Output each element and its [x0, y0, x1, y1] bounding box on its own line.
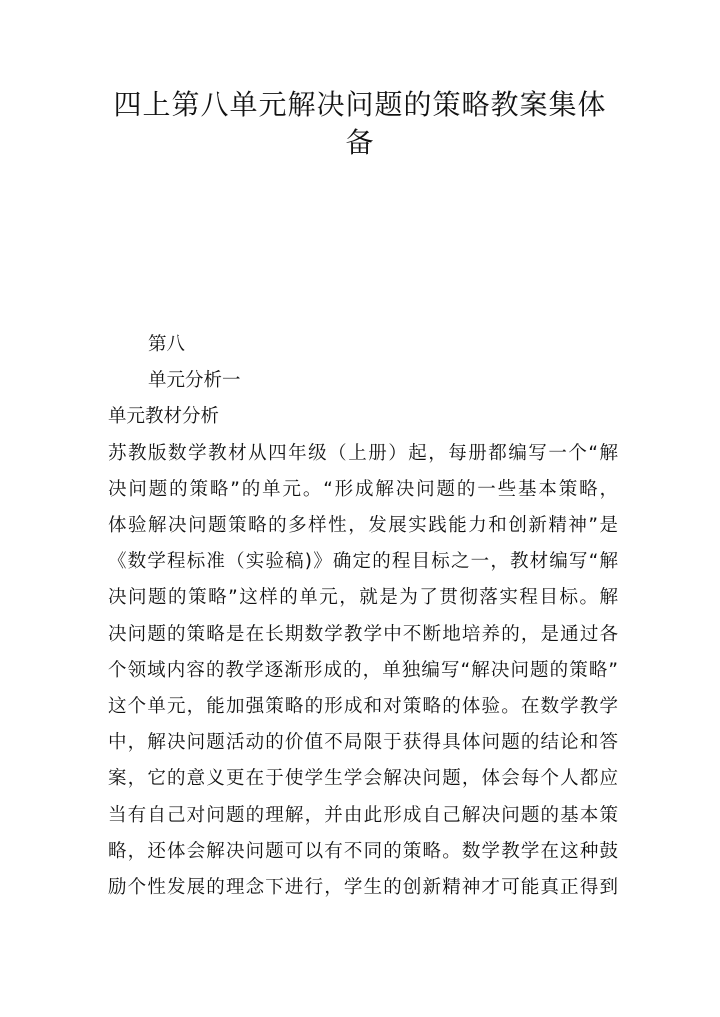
paragraph-line: 体验解决问题策略的多样性，发展实践能力和创新精神”是 — [108, 515, 618, 537]
paragraph-line: 案，它的意义更在于使学生学会解决问题，体会每个人都应 — [108, 768, 618, 790]
paragraph-line: 个领域内容的教学逐渐形成的，单独编写“解决问题的策略” — [108, 659, 618, 681]
paragraph-line: 苏教版数学教材从四年级（上册）起，每册都编写一个“解 — [108, 442, 618, 464]
paragraph-line: 励个性发展的理念下进行，学生的创新精神才可能真正得到 — [108, 877, 618, 899]
document-body — [108, 327, 618, 906]
document-title — [100, 86, 620, 162]
paragraph-line: 决问题的策略”这样的单元，就是为了贯彻落实程目标。解 — [108, 587, 618, 609]
section-subheading: 单元分析一 — [148, 370, 241, 392]
paragraph-line: 决问题的策略”的单元。“形成解决问题的一些基本策略， — [108, 478, 618, 500]
section-heading: 第八 — [148, 334, 186, 355]
paragraph-line: 中，解决问题活动的价值不局限于获得具体问题的结论和答 — [108, 732, 618, 754]
paragraph-line: 决问题的策略是在长期数学教学中不断地培养的，是通过各 — [108, 623, 618, 645]
document-title-line-2: 备 — [345, 126, 375, 159]
paragraph-line: 《数学程标准（实验稿)》确定的程目标之一，教材编写“解 — [108, 551, 618, 573]
subsection-heading: 单元教材分析 — [108, 406, 220, 428]
paragraph-line: 略，还体会解决问题可以有不同的策略。数学教学在这种鼓 — [108, 840, 618, 862]
document-title-line-1: 四上第八单元解决问题的策略教案集体 — [113, 88, 607, 121]
paragraph-line: 这个单元，能加强策略的形成和对策略的体验。在数学教学 — [108, 696, 618, 718]
paragraph-line: 当有自己对问题的理解，并由此形成自己解决问题的基本策 — [108, 804, 618, 826]
